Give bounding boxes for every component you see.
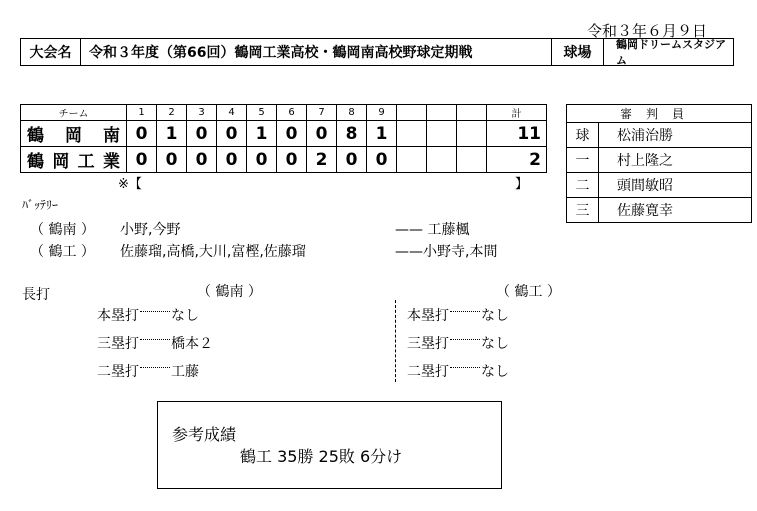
hit-type: 本塁打: [407, 308, 449, 324]
inning-header: 5: [247, 105, 277, 121]
umpire-row: [567, 173, 752, 198]
umpire-header: 審判員: [567, 105, 752, 123]
long-hit-row: [407, 361, 509, 381]
umpire-position: 二: [567, 173, 599, 198]
venue-name: 鶴岡ドリームスタジアム: [616, 38, 726, 67]
inning-score: 1: [367, 121, 397, 147]
event-label: 大会名: [21, 39, 81, 65]
note-open: ※【: [118, 177, 142, 192]
umpire-row: [567, 123, 752, 148]
umpire-name: 村上隆之: [599, 148, 752, 173]
long-hit-row: [97, 305, 199, 325]
inning-score: 0: [127, 147, 157, 173]
umpire-name: 頭間敏昭: [599, 173, 752, 198]
inning-score: 0: [217, 121, 247, 147]
event-name: 令和３年度（第66回）鶴岡工業高校・鶴岡南高校野球定期戦: [81, 39, 552, 65]
inning-score: 0: [157, 147, 187, 173]
battery-label: ﾊﾞｯﾃﾘｰ: [22, 198, 59, 212]
hit-type: 二塁打: [97, 364, 139, 380]
total-header: 計: [487, 105, 547, 121]
team-total: 2: [487, 147, 547, 173]
leader-dots: [450, 339, 480, 340]
long-hit-row: [97, 333, 213, 353]
long-hits-label: 長打: [22, 287, 50, 303]
reference-value: 鶴工 35勝 25敗 6分け: [240, 447, 403, 466]
leader-dots: [140, 339, 170, 340]
inning-score: 0: [367, 147, 397, 173]
note-close: 】: [514, 177, 528, 192]
inning-score: 0: [277, 121, 307, 147]
inning-score: 0: [337, 147, 367, 173]
umpire-row: [567, 148, 752, 173]
team-total: 11: [487, 121, 547, 147]
inning-header: 2: [157, 105, 187, 121]
reference-record-box: [157, 401, 502, 489]
umpire-header-row: [567, 105, 752, 123]
long-hits-divider: [395, 300, 396, 382]
long-hits-right-team: （ 鶴工 ）: [496, 284, 561, 300]
inning-score: [397, 147, 427, 173]
inning-header: 1: [127, 105, 157, 121]
inning-header: 4: [217, 105, 247, 121]
leader-dots: [450, 367, 480, 368]
inning-score: 0: [307, 121, 337, 147]
reference-title: 参考成績: [172, 425, 237, 444]
inning-score: 1: [247, 121, 277, 147]
hit-value: 工藤: [171, 364, 199, 380]
leader-dots: [140, 311, 170, 312]
team-name: 鶴岡工業: [21, 147, 127, 173]
long-hit-row: [407, 305, 509, 325]
hit-type: 三塁打: [407, 336, 449, 352]
hit-type: 三塁打: [97, 336, 139, 352]
hit-value: 橋本２: [171, 336, 213, 352]
inning-header: [397, 105, 427, 121]
inning-score: [457, 147, 487, 173]
leader-dots: [140, 367, 170, 368]
battery-team: （ 鶴工 ）: [30, 244, 95, 260]
team-row: [21, 147, 547, 173]
scoreboard: [20, 104, 547, 173]
inning-score: [427, 121, 457, 147]
event-header: [20, 38, 734, 66]
umpire-position: 一: [567, 148, 599, 173]
long-hit-row: [407, 333, 509, 353]
date: 令和３年６月９日: [587, 22, 708, 40]
inning-score: 0: [217, 147, 247, 173]
inning-score: [397, 121, 427, 147]
inning-score: 8: [337, 121, 367, 147]
battery-team: （ 鶴南 ）: [30, 222, 95, 238]
inning-header: 3: [187, 105, 217, 121]
hit-value: なし: [481, 336, 509, 352]
battery-catchers: —— 工藤楓: [395, 222, 470, 238]
inning-score: [457, 121, 487, 147]
leader-dots: [450, 311, 480, 312]
inning-header: 8: [337, 105, 367, 121]
battery-pitchers: 佐藤瑠,高橋,大川,富樫,佐藤瑠: [120, 244, 306, 260]
inning-header: 7: [307, 105, 337, 121]
inning-score: 0: [127, 121, 157, 147]
team-name: 鶴岡南: [21, 121, 127, 147]
scoreboard-note: [118, 173, 528, 192]
inning-score: 0: [187, 121, 217, 147]
umpire-table: [566, 104, 752, 223]
hit-type: 本塁打: [97, 308, 139, 324]
battery-row: [30, 219, 470, 239]
hit-value: なし: [171, 308, 199, 324]
hit-value: なし: [481, 308, 509, 324]
inning-header: [457, 105, 487, 121]
inning-score: 0: [247, 147, 277, 173]
umpire-position: 三: [567, 198, 599, 223]
battery-pitchers: 小野,今野: [120, 222, 181, 238]
hit-type: 二塁打: [407, 364, 449, 380]
inning-score: 2: [307, 147, 337, 173]
inning-header: 9: [367, 105, 397, 121]
umpire-name: 佐藤寛幸: [599, 198, 752, 223]
battery-row: [30, 241, 498, 261]
inning-score: 0: [187, 147, 217, 173]
umpire-name: 松浦治勝: [599, 123, 752, 148]
hit-value: なし: [481, 364, 509, 380]
battery-catchers: ——小野寺,本間: [395, 244, 498, 260]
long-hits-left-team: （ 鶴南 ）: [197, 284, 262, 300]
inning-header: 6: [277, 105, 307, 121]
inning-score: 1: [157, 121, 187, 147]
inning-header: [427, 105, 457, 121]
inning-score: [427, 147, 457, 173]
team-row: [21, 121, 547, 147]
umpire-position: 球: [567, 123, 599, 148]
long-hit-row: [97, 361, 199, 381]
scoreboard-header-row: [21, 105, 547, 121]
team-header: チーム: [21, 105, 127, 121]
umpire-row: [567, 198, 752, 223]
inning-score: 0: [277, 147, 307, 173]
venue-label: 球場: [552, 39, 604, 65]
